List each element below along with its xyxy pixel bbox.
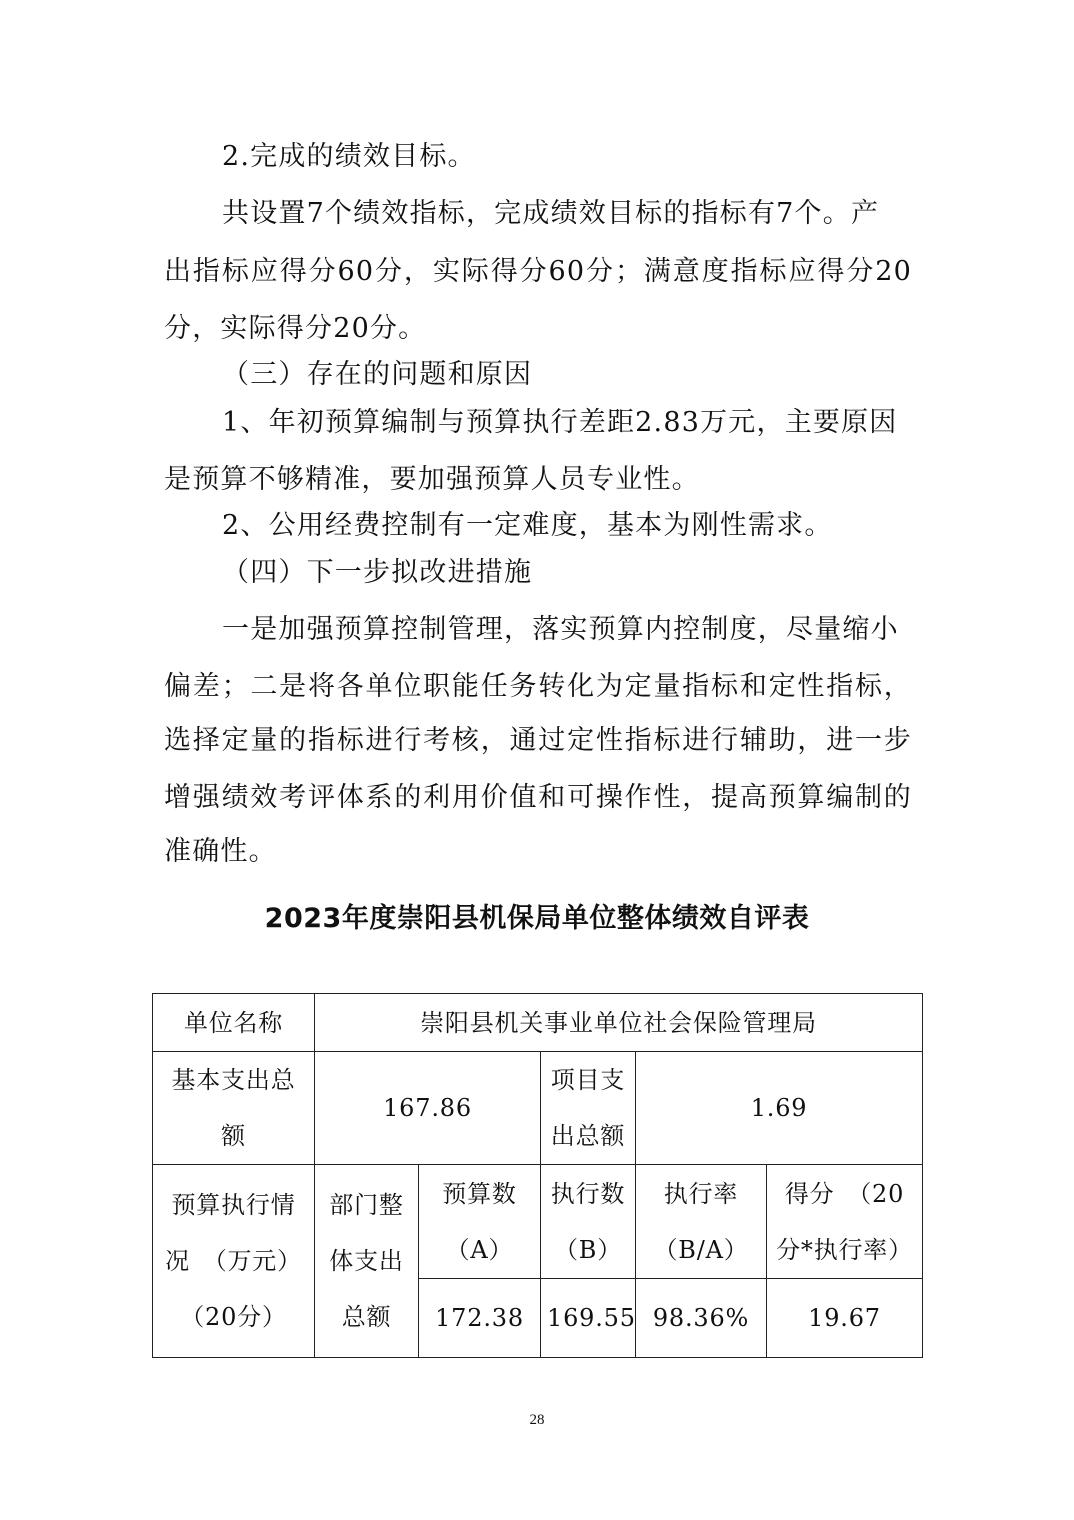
- budget-execution-label: [153, 1165, 315, 1358]
- paragraph-problem-1-line-1: 1、年初预算编制与预算执行差距2.83万元，主要原因: [222, 407, 898, 438]
- project-expenditure-label: [541, 1052, 636, 1165]
- budget-execution-label-line-1: 预算执行情: [171, 1191, 296, 1219]
- column-header-budget: [419, 1165, 541, 1279]
- paragraph-improvements-line-4: 增强绩效考评体系的利用价值和可操作性，提高预算编制的: [164, 782, 912, 813]
- table-row: [153, 1165, 923, 1279]
- paragraph-indicators-line-3: 分，实际得分20分。: [164, 313, 427, 344]
- unit-name-label: 单位名称: [153, 994, 315, 1052]
- department-total-label: [315, 1165, 419, 1358]
- table-row: [153, 1052, 923, 1165]
- performance-table: [152, 993, 923, 1358]
- column-header-budget-line-2: （A）: [445, 1235, 514, 1264]
- column-header-score-line-1: 得分 （20: [784, 1179, 905, 1208]
- column-header-budget-line-1: 预算数: [442, 1179, 517, 1208]
- paragraph-problem-2: 2、公用经费控制有一定难度，基本为刚性需求。: [222, 510, 833, 541]
- table-title: 2023年度崇阳县机保局单位整体绩效自评表: [264, 903, 810, 934]
- column-header-execution-rate: [636, 1165, 767, 1279]
- paragraph-improvements-line-1: 一是加强预算控制管理，落实预算内控制度，尽量缩小: [222, 614, 899, 645]
- paragraph-improvements-line-3: 选择定量的指标进行考核，通过定性指标进行辅助，进一步: [164, 725, 912, 756]
- paragraph-improvements-line-2: 偏差；二是将各单位职能任务转化为定量指标和定性指标，: [164, 671, 912, 702]
- score-value: 19.67: [767, 1279, 923, 1358]
- budget-value: 172.38: [419, 1279, 541, 1358]
- budget-execution-label-line-2: 况 （万元）: [165, 1247, 302, 1275]
- basic-expenditure-label-line-1: 基本支出总: [171, 1066, 296, 1094]
- paragraph-problem-1-line-2: 是预算不够精准，要加强预算人员专业性。: [164, 464, 700, 495]
- paragraph-indicators-line-2: 出指标应得分60分，实际得分60分；满意度指标应得分20: [164, 256, 912, 287]
- budget-execution-label-line-3: （20分）: [180, 1303, 287, 1331]
- department-total-label-line-1: 部门整: [329, 1191, 404, 1219]
- column-header-executed: [541, 1165, 636, 1279]
- project-expenditure-label-line-2: 出总额: [550, 1122, 626, 1150]
- unit-name-value: 崇阳县机关事业单位社会保险管理局: [315, 994, 923, 1052]
- column-header-score-line-2: 分*执行率）: [776, 1235, 913, 1264]
- section-heading-improvements: （四）下一步拟改进措施: [222, 557, 533, 588]
- column-header-score: [767, 1165, 923, 1279]
- column-header-execution-rate-line-2: （B/A）: [653, 1235, 749, 1264]
- table-row: [153, 994, 923, 1052]
- paragraph-indicators-line-1: 共设置7个绩效指标，完成绩效目标的指标有7个。产: [222, 198, 880, 229]
- column-header-executed-line-1: 执行数: [550, 1179, 626, 1208]
- basic-expenditure-label: [153, 1052, 315, 1165]
- basic-expenditure-value: 167.86: [315, 1052, 541, 1165]
- execution-rate-value: 98.36%: [636, 1279, 767, 1358]
- basic-expenditure-label-line-2: 额: [221, 1122, 246, 1150]
- project-expenditure-label-line-1: 项目支: [550, 1066, 626, 1094]
- page-number: 28: [529, 1412, 545, 1428]
- department-total-label-line-2: 体支出: [329, 1247, 404, 1275]
- paragraph-improvements-line-5: 准确性。: [164, 836, 277, 867]
- section-heading-problems: （三）存在的问题和原因: [222, 359, 533, 390]
- paragraph-completed-goals-heading: 2.完成的绩效目标。: [222, 141, 476, 172]
- executed-value: 169.55: [541, 1279, 636, 1358]
- column-header-execution-rate-line-1: 执行率: [663, 1179, 739, 1208]
- column-header-executed-line-2: （B）: [553, 1235, 623, 1264]
- department-total-label-line-3: 总额: [341, 1303, 392, 1331]
- project-expenditure-value: 1.69: [636, 1052, 923, 1165]
